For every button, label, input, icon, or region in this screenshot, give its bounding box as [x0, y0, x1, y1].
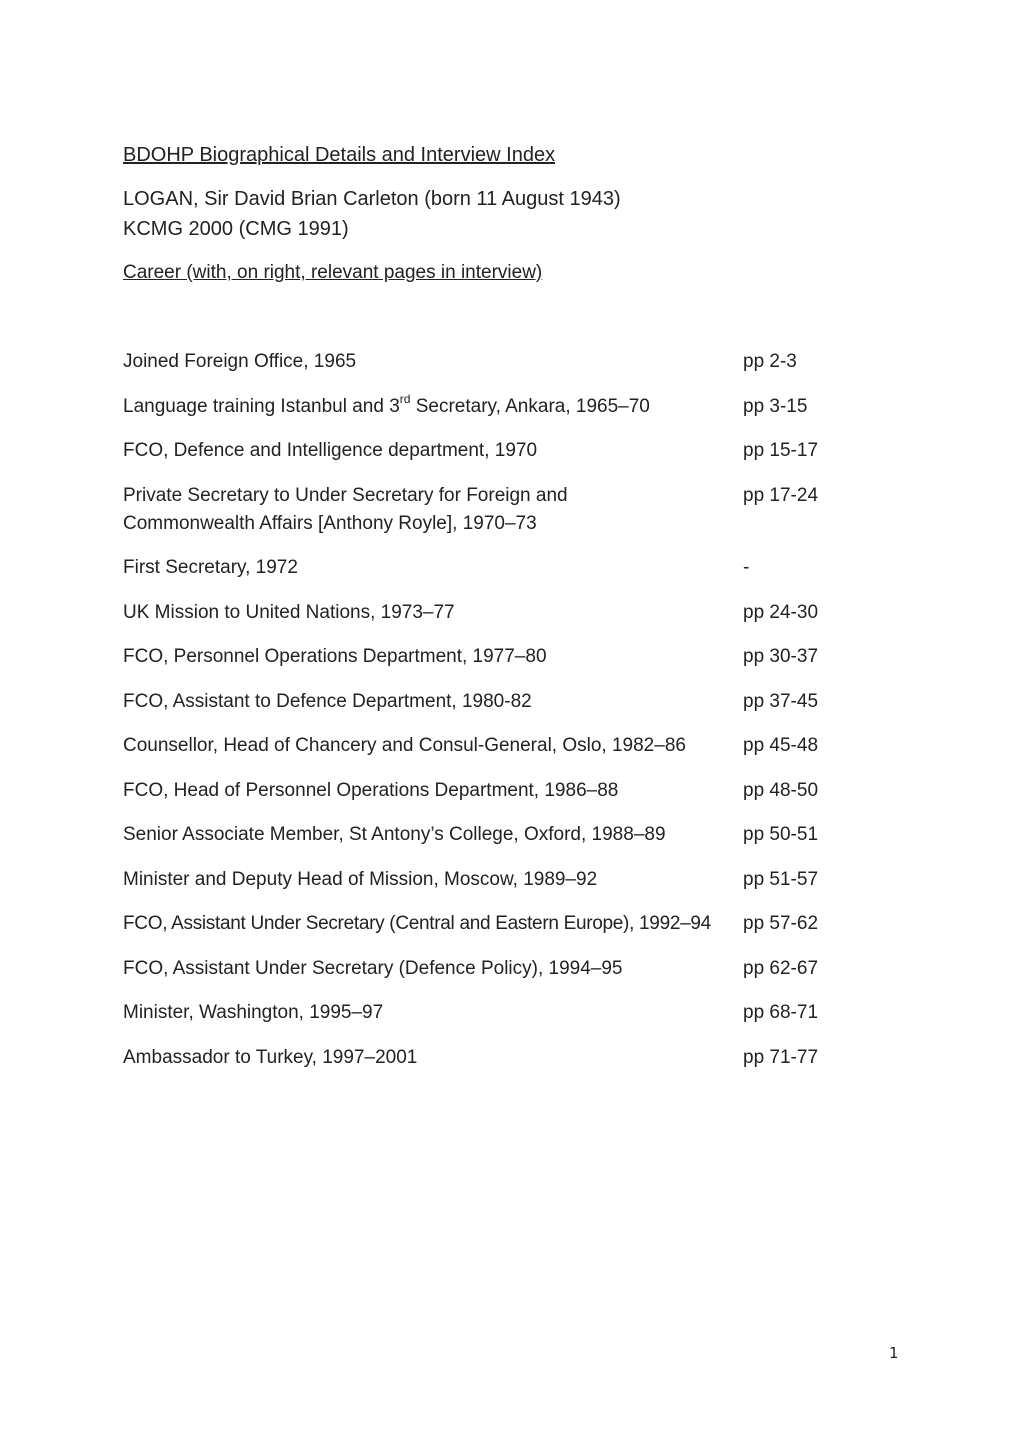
- career-row: [123, 1044, 843, 1072]
- career-post: FCO, Assistant Under Secretary (Central and Eastern Europe), 1992–94: [123, 913, 711, 934]
- page-number: 1: [889, 1344, 899, 1362]
- career-post: FCO, Assistant to Defence Department, 1980-82: [123, 690, 532, 712]
- career-heading: Career (with, on right, relevant pages in interview): [123, 262, 543, 283]
- career-row: [123, 955, 843, 983]
- career-post: Ambassador to Turkey, 1997–2001: [123, 1046, 418, 1068]
- career-row: [123, 999, 843, 1027]
- career-pages: pp 24-30: [743, 601, 819, 623]
- career-post: UK Mission to United Nations, 1973–77: [123, 601, 455, 623]
- career-post-part: Language training Istanbul and 3: [123, 395, 400, 417]
- career-post: Minister, Washington, 1995–97: [123, 1002, 384, 1023]
- career-post: Private Secretary to Under Secretary for Foreign and Commonwealth Affairs [Anthony Royle], 1970–73: [123, 484, 568, 534]
- career-pages: pp 3-15: [743, 395, 808, 417]
- career-post: Senior Associate Member, St Antony’s College, Oxford, 1988–89: [123, 824, 666, 845]
- career-pages: pp 2-3: [743, 351, 797, 372]
- career-row: [123, 777, 843, 805]
- career-pages: pp 68-71: [743, 1002, 819, 1023]
- career-pages: pp 62-67: [743, 957, 819, 979]
- career-pages: pp 30-37: [743, 646, 819, 667]
- ordinal-suffix: rd: [399, 391, 411, 406]
- career-row: [123, 732, 843, 760]
- career-row: [123, 688, 843, 716]
- career-pages: pp 57-62: [743, 913, 819, 934]
- career-row: [123, 554, 843, 582]
- career-pages: pp 51-57: [743, 868, 819, 890]
- career-row: [123, 910, 843, 938]
- career-row: [123, 821, 843, 849]
- subject-name: LOGAN, Sir David Brian Carleton (born 11 August 1943): [123, 188, 621, 210]
- subject-honours: KCMG 2000 (CMG 1991): [123, 218, 349, 240]
- career-row: [123, 599, 843, 627]
- career-post: Joined Foreign Office, 1965: [123, 351, 357, 372]
- career-row: [123, 393, 843, 421]
- career-post: Minister and Deputy Head of Mission, Moscow, 1989–92: [123, 868, 598, 890]
- career-post: FCO, Personnel Operations Department, 1977–80: [123, 646, 547, 667]
- career-row: [123, 437, 843, 465]
- career-pages: pp 15-17: [743, 440, 819, 461]
- career-post: FCO, Head of Personnel Operations Department, 1986–88: [123, 779, 619, 801]
- career-pages: -: [743, 557, 750, 578]
- career-post: Counsellor, Head of Chancery and Consul-General, Oslo, 1982–86: [123, 735, 686, 756]
- career-pages: pp 45-48: [743, 735, 819, 756]
- career-post-part: Secretary, Ankara, 1965–70: [410, 395, 650, 417]
- career-pages: pp 71-77: [743, 1046, 819, 1068]
- career-post: First Secretary, 1972: [123, 557, 298, 578]
- document-title: BDOHP Biographical Details and Interview Index: [123, 144, 556, 166]
- career-post: FCO, Assistant Under Secretary (Defence Policy), 1994–95: [123, 957, 623, 979]
- career-table: [123, 348, 843, 1088]
- career-pages: pp 17-24: [743, 484, 819, 506]
- career-pages: pp 50-51: [743, 824, 819, 845]
- career-pages: pp 37-45: [743, 690, 819, 712]
- career-row: [123, 643, 843, 671]
- career-post: [123, 393, 738, 421]
- career-row: [123, 866, 843, 894]
- career-row: [123, 348, 843, 376]
- career-post: FCO, Defence and Intelligence department, 1970: [123, 440, 538, 461]
- career-pages: pp 48-50: [743, 779, 819, 801]
- career-row: [123, 482, 843, 538]
